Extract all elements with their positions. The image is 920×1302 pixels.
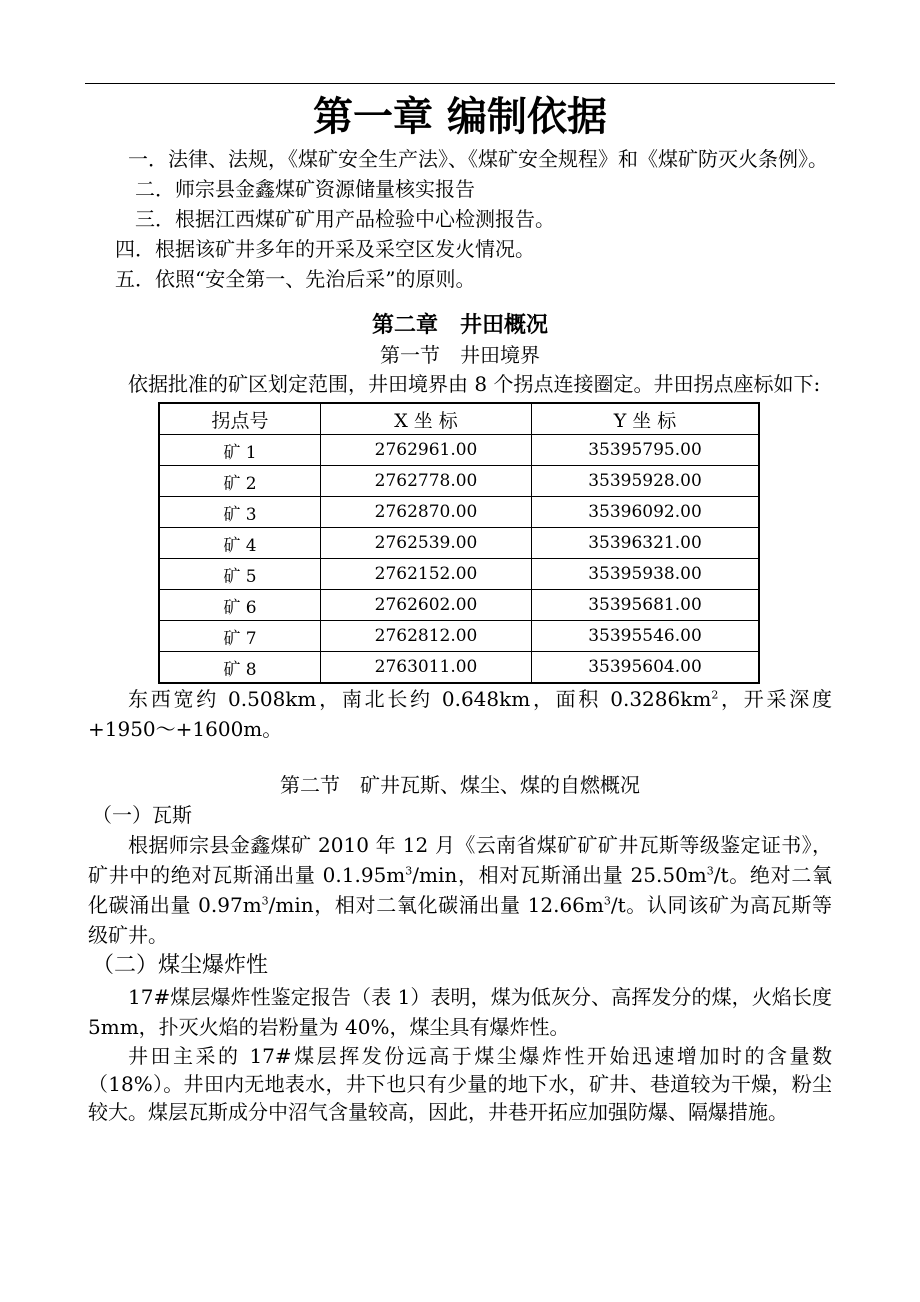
y-coordinate-cell: 35395928.00 xyxy=(532,466,760,497)
y-coordinate-cell: 35395795.00 xyxy=(532,435,760,466)
point-id-cell: 矿 7 xyxy=(159,621,321,652)
x-coordinate-cell: 2762961.00 xyxy=(321,435,532,466)
y-coordinate-cell: 35395546.00 xyxy=(532,621,760,652)
y-coordinate-cell: 35395681.00 xyxy=(532,590,760,621)
dust-paragraph-1: 17#煤层爆炸性鉴定报告（表 1）表明，煤为低灰分、高挥发分的煤，火焰长度 5mm，扑灭火焰的岩粉量为 40%，煤尘具有爆炸性。 xyxy=(88,985,832,1039)
boundary-intro: 依据批准的矿区划定范围，井田境界由 8 个拐点连接圈定。井田拐点座标如下: xyxy=(128,372,821,396)
table-row xyxy=(159,466,759,497)
gas-paragraph xyxy=(88,830,832,950)
table-row xyxy=(159,435,759,466)
column-header: X 坐 标 xyxy=(321,403,532,435)
table-row xyxy=(159,590,759,621)
y-coordinate-cell: 35395938.00 xyxy=(532,559,760,590)
chapter1-title: 第一章 编制依据 xyxy=(313,93,607,140)
sup: 3 xyxy=(603,894,611,908)
basis-item-1: 一．法律、法规，《煤矿安全生产法》、《煤矿安全规程》和《煤矿防灭火条例》。 xyxy=(128,147,828,171)
table-row xyxy=(159,528,759,559)
column-header: 拐点号 xyxy=(159,403,321,435)
x-coordinate-cell: 2762602.00 xyxy=(321,590,532,621)
x-coordinate-cell: 2762812.00 xyxy=(321,621,532,652)
header-rule xyxy=(85,83,835,84)
point-id-cell: 矿 3 xyxy=(159,497,321,528)
point-id-cell: 矿 4 xyxy=(159,528,321,559)
gas-text: /min，相对二氧化碳涌出量 12.66m xyxy=(268,893,604,917)
basis-item-5: 五．依照“安全第一、先治后采”的原则。 xyxy=(115,267,476,291)
chapter2-title: 第二章 井田概况 xyxy=(371,312,548,338)
column-header: Y 坐 标 xyxy=(532,403,760,435)
summary-text-2: ，开采深度+1950～+1600m。 xyxy=(88,687,832,741)
y-coordinate-cell: 35395604.00 xyxy=(532,652,760,684)
table-row xyxy=(159,497,759,528)
y-coordinate-cell: 35396092.00 xyxy=(532,497,760,528)
x-coordinate-cell: 2762152.00 xyxy=(321,559,532,590)
sup: 3 xyxy=(706,864,714,878)
boundary-summary xyxy=(88,684,832,744)
gas-text: 根据师宗县金鑫煤矿 2010 年 12 月《云南省煤矿矿矿井瓦斯等级鉴定证书》，矿井中的绝对瓦斯涌出量 0.1.95m xyxy=(88,833,832,887)
x-coordinate-cell: 2763011.00 xyxy=(321,652,532,684)
point-id-cell: 矿 6 xyxy=(159,590,321,621)
sup: 3 xyxy=(261,894,269,908)
x-coordinate-cell: 2762870.00 xyxy=(321,497,532,528)
table-row xyxy=(159,652,759,684)
x-coordinate-cell: 2762778.00 xyxy=(321,466,532,497)
coordinates-table xyxy=(158,402,760,684)
dust-paragraph-2: 井田主采的 17#煤层挥发份远高于煤尘爆炸性开始迅速增加时的含量数（18%）。井田内无地表水，井下也只有少量的地下水，矿井、巷道较为干燥，粉尘较大。煤层瓦斯成分中沼气含量较高，因此，井巷开拓应加强防爆、隔爆措施。 xyxy=(88,1044,832,1124)
basis-item-4: 四．根据该矿井多年的开采及采空区发火情况。 xyxy=(115,237,535,261)
gas-text: /min，相对瓦斯涌出量 25.50m xyxy=(412,863,707,887)
basis-item-2: 二．师宗县金鑫煤矿资源储量核实报告 xyxy=(135,177,475,201)
summary-text: 东西宽约 0.508km，南北长约 0.648km，面积 0.3286km xyxy=(128,687,712,711)
basis-item-3: 三．根据江西煤矿矿用产品检验中心检测报告。 xyxy=(135,207,555,231)
sup: 3 xyxy=(405,864,413,878)
summary-sup: 2 xyxy=(711,688,719,702)
table-row xyxy=(159,559,759,590)
gas-text: /t。认同该矿为高瓦斯等级矿井。 xyxy=(88,893,832,947)
table-row xyxy=(159,621,759,652)
gas-heading: （一）瓦斯 xyxy=(92,803,192,827)
table-header-row xyxy=(159,403,759,435)
point-id-cell: 矿 2 xyxy=(159,466,321,497)
section1-title: 第一节 井田境界 xyxy=(380,343,540,367)
point-id-cell: 矿 8 xyxy=(159,652,321,684)
dust-heading: （二）煤尘爆炸性 xyxy=(92,953,269,978)
x-coordinate-cell: 2762539.00 xyxy=(321,528,532,559)
section2-title: 第二节 矿井瓦斯、煤尘、煤的自燃概况 xyxy=(280,773,640,797)
y-coordinate-cell: 35396321.00 xyxy=(532,528,760,559)
gas-text: /t。绝对二氧化碳涌出量 0.97m xyxy=(88,863,833,917)
point-id-cell: 矿 5 xyxy=(159,559,321,590)
point-id-cell: 矿 1 xyxy=(159,435,321,466)
